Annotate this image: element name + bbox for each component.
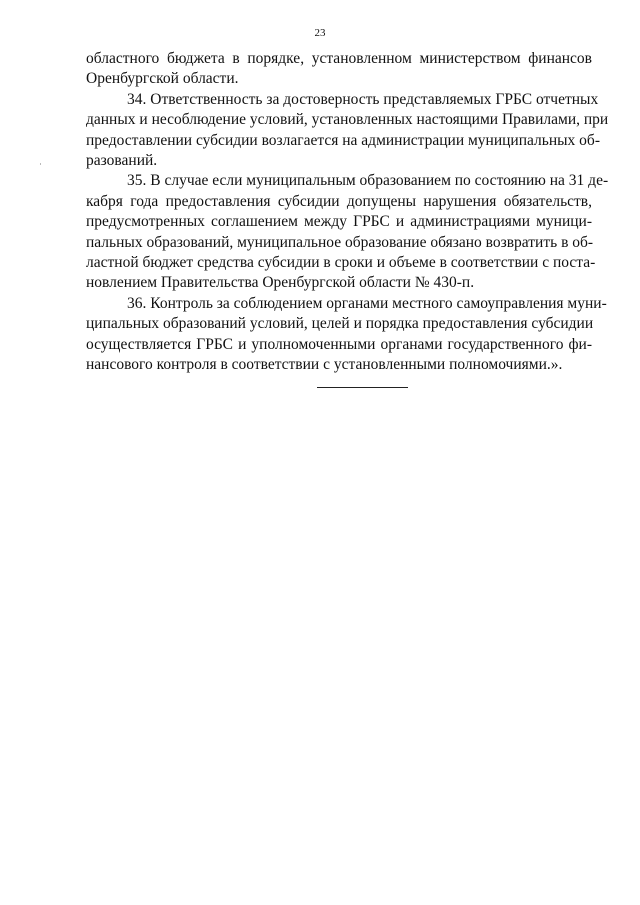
- text-line: предоставлении субсидии возлагается на администрации муниципальных об-: [86, 131, 600, 149]
- text-line: нансового контроля в соответствии с установленными полномочиями.».: [86, 356, 563, 374]
- text-line: предусмотренных соглашением между ГРБС и администрациями муници-: [86, 213, 592, 231]
- text-line: пальных образований, муниципальное образование обязано возвратить в об-: [86, 233, 594, 251]
- text-line: ципальных образований условий, целей и порядка предоставления субсидии: [86, 315, 594, 333]
- paragraph-continuation: [86, 49, 592, 90]
- text-line: 34. Ответственность за достоверность представляемых ГРБС отчетных: [127, 90, 599, 108]
- paragraph-item-36: [86, 294, 607, 376]
- paragraph-item-35: [86, 171, 609, 293]
- text-line: разований.: [86, 152, 158, 170]
- text-line: кабря года предоставления субсидии допущены нарушения обязательств,: [86, 192, 592, 210]
- text-line: 35. В случае если муниципальным образованием по состоянию на 31 де-: [127, 172, 609, 190]
- text-line: 36. Контроль за соблюдением органами местного самоуправления муни-: [127, 294, 607, 312]
- text-line: областного бюджета в порядке, установленном министерством финансов: [86, 50, 592, 67]
- end-of-document-rule: [317, 387, 408, 388]
- paragraph-item-34: [86, 90, 609, 172]
- document-body: [86, 49, 609, 376]
- text-line: ластной бюджет средства субсидии в сроки и объеме в соответствии с поста-: [86, 254, 596, 272]
- text-line: данных и несоблюдение условий, установленных настоящими Правилами, при: [86, 111, 609, 129]
- text-line: новлением Правительства Оренбургской области № 430-п.: [86, 274, 475, 292]
- scan-speck: [40, 163, 41, 165]
- text-line: осуществляется ГРБС и уполномоченными органами государственного фи-: [86, 335, 592, 353]
- text-line: Оренбургской области.: [86, 70, 239, 88]
- page-number: 23: [314, 27, 326, 39]
